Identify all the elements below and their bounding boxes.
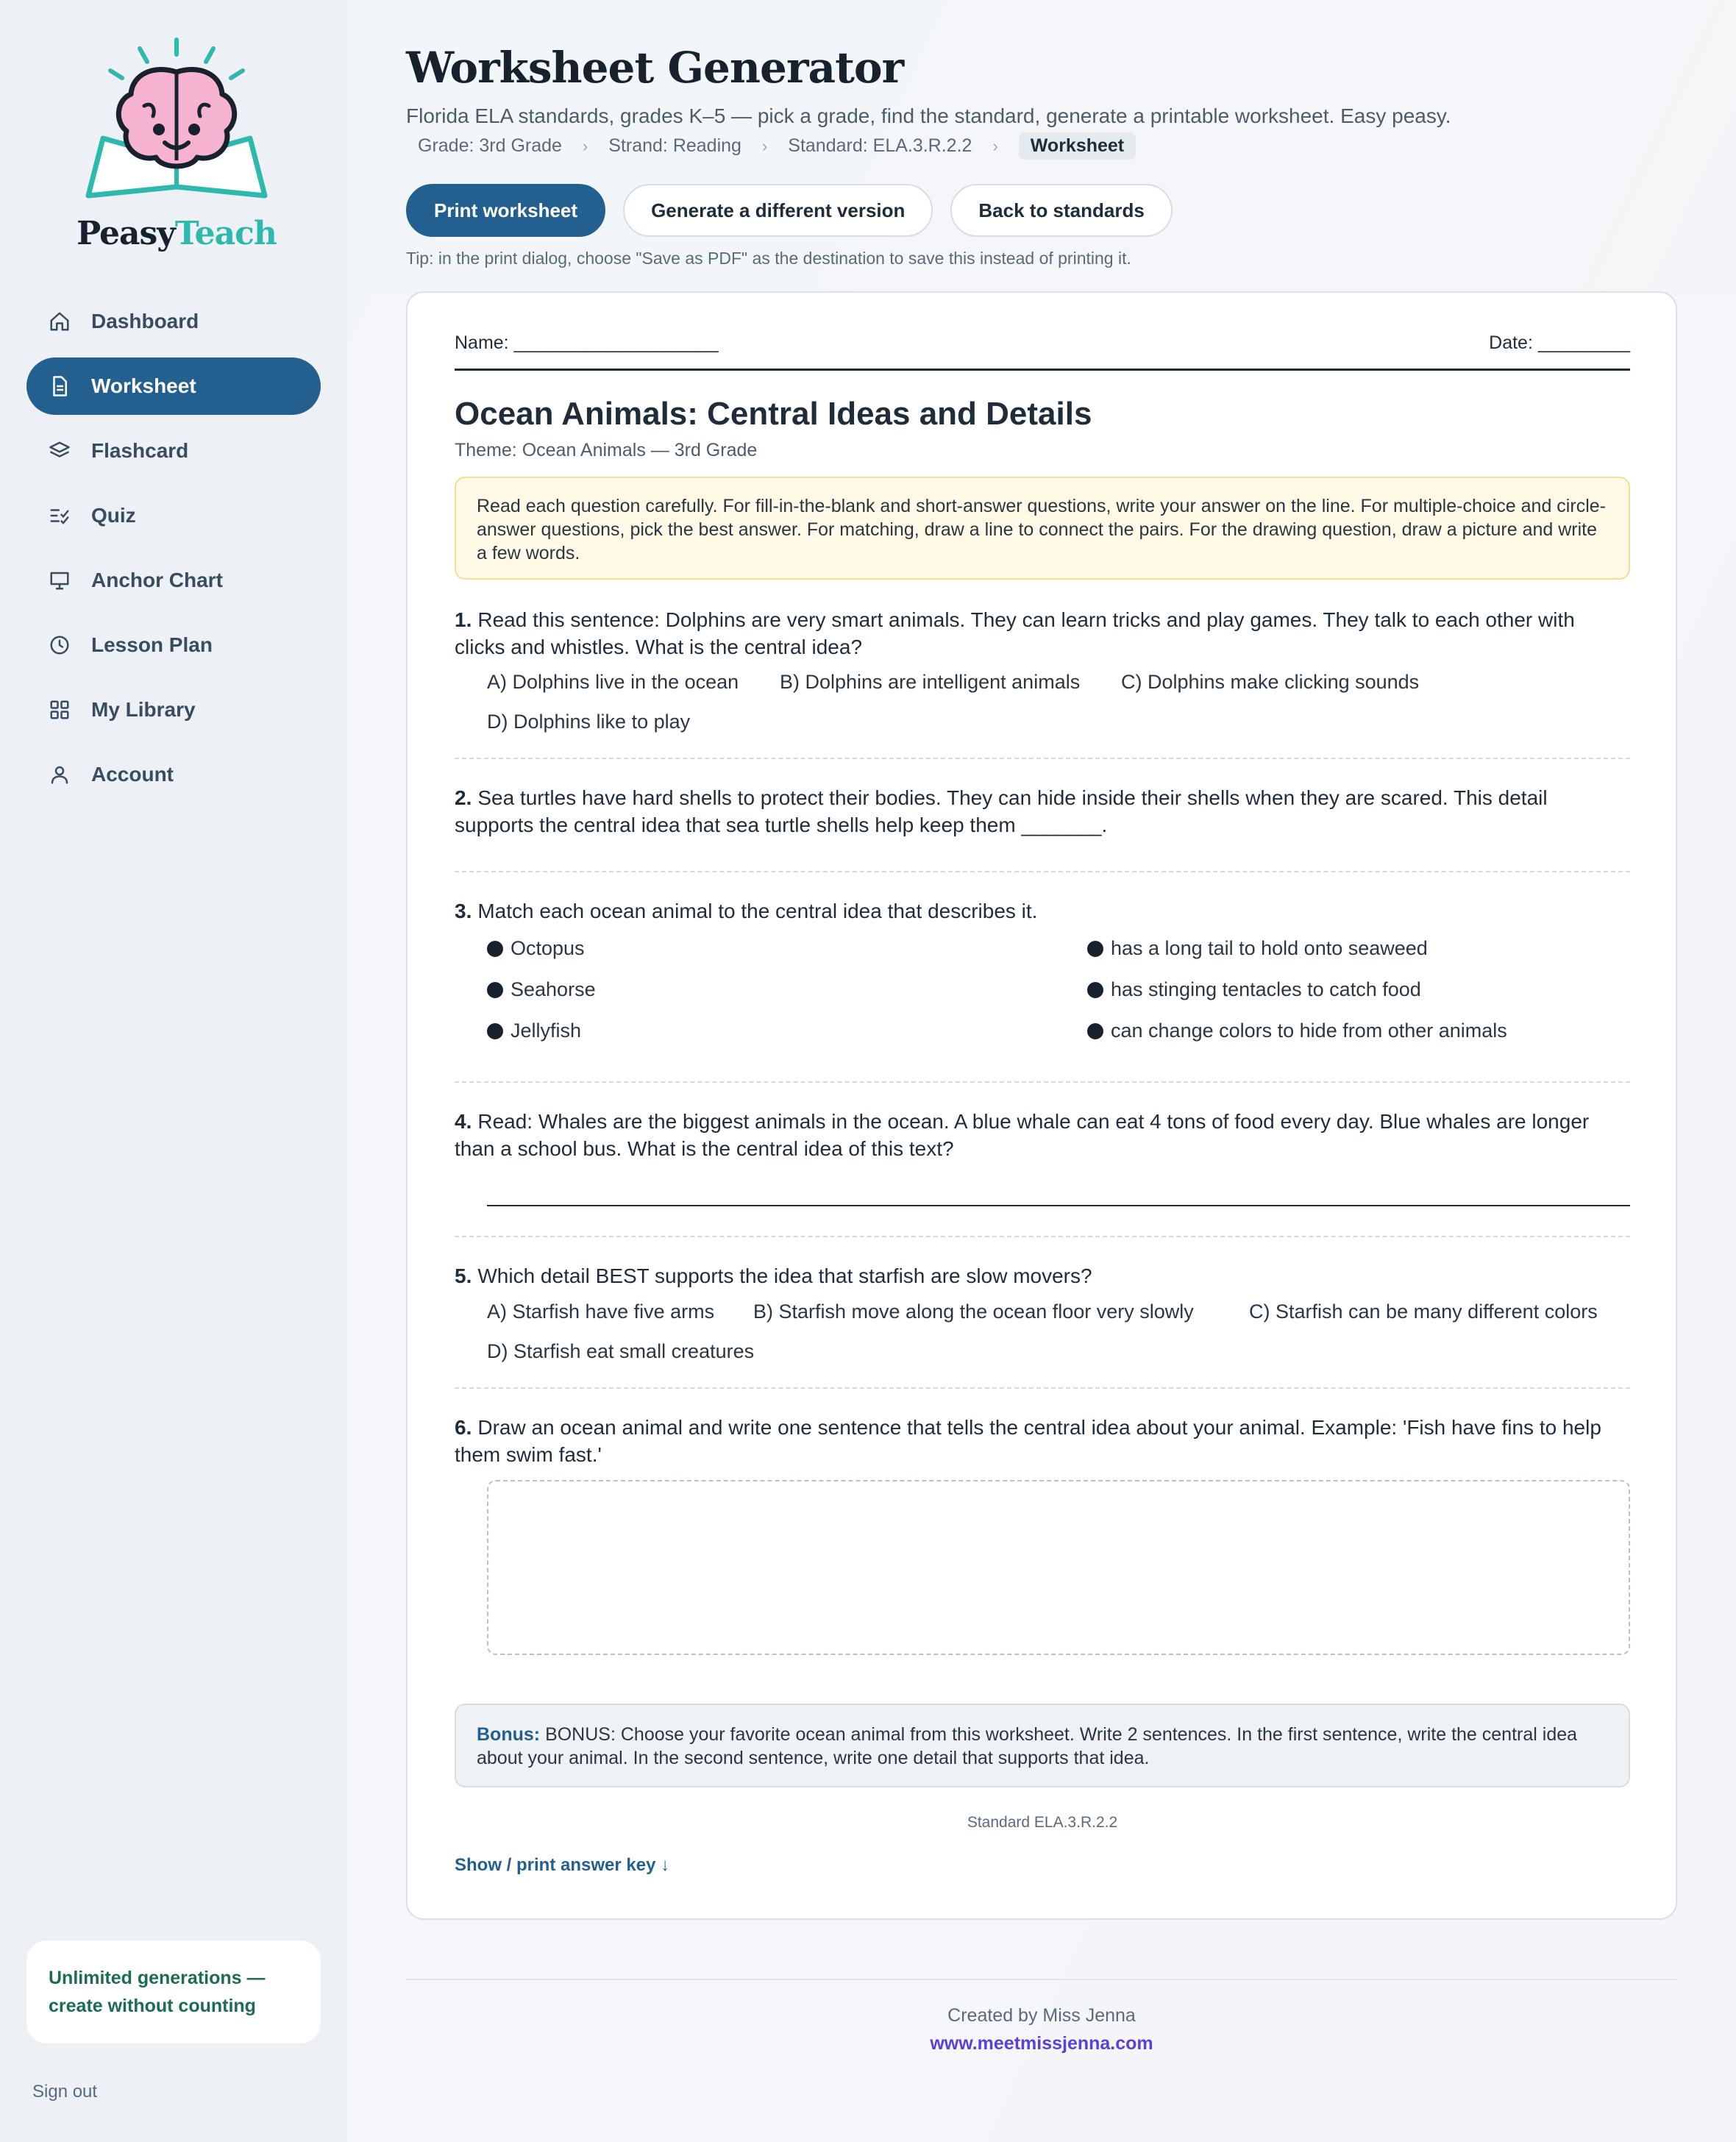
upgrade-promo[interactable]: Unlimited generations — create without counting (26, 1940, 321, 2043)
sidebar-item-dashboard[interactable] (26, 293, 321, 350)
option-d: D) Dolphins like to play (487, 711, 691, 733)
question-number: 3. (455, 900, 472, 922)
breadcrumb-strand[interactable]: Strand: Reading (608, 135, 741, 156)
chevron-right-icon: › (761, 136, 768, 155)
sidebar-item-quiz[interactable] (26, 487, 321, 544)
generate-different-version-button[interactable]: Generate a different version (623, 184, 933, 237)
clock-icon (47, 633, 72, 658)
question-6 (455, 1414, 1630, 1468)
match-label: Octopus (511, 937, 585, 959)
chevron-right-icon: › (582, 136, 588, 155)
sidebar-item-label: Flashcard (91, 439, 189, 462)
breadcrumb (418, 132, 1136, 160)
question-text: Sea turtles have hard shells to protect their bodies. They can hide inside their shells when they are scared. This detail supports the central idea that sea turtle shells help keep them _______. (455, 786, 1548, 836)
sidebar-nav (26, 293, 321, 811)
breadcrumb-standard[interactable]: Standard: ELA.3.R.2.2 (788, 135, 972, 156)
brand-wordmark: PeasyTeach (77, 215, 277, 252)
sidebar (0, 0, 347, 2142)
match-right-item[interactable] (1087, 1020, 1507, 1042)
name-date-row (455, 332, 1630, 371)
bonus-text: BONUS: Choose your favorite ocean animal from this worksheet. Write 2 sentences. In the first sentence, write the central idea about your animal. In the second sentence, write one detail that supports that idea. (477, 1724, 1578, 1768)
question-2 (455, 784, 1630, 839)
back-to-standards-button[interactable]: Back to standards (950, 184, 1172, 237)
match-right-item[interactable] (1087, 978, 1421, 1001)
option-d: D) Starfish eat small creatures (487, 1340, 755, 1362)
name-field-label: Name: ____________________ (455, 332, 719, 353)
question-text: Read this sentence: Dolphins are very smart animals. They can learn tricks and play games. They talk to each other with clicks and whistles. What is the central idea? (455, 608, 1575, 658)
standard-footer: Standard ELA.3.R.2.2 (967, 1814, 1118, 1831)
sidebar-item-label: Account (91, 763, 174, 786)
sign-out-link[interactable]: Sign out (32, 2082, 98, 2102)
question-divider (455, 1236, 1630, 1237)
bullet-dot (1087, 1023, 1103, 1039)
sidebar-item-label: Quiz (91, 504, 136, 527)
question-text: Match each ocean animal to the central idea that describes it. (477, 900, 1038, 922)
question-3 (455, 897, 1630, 925)
drawing-box[interactable] (487, 1480, 1630, 1655)
question-number: 6. (455, 1416, 472, 1439)
sidebar-item-my-library[interactable] (26, 681, 321, 739)
home-icon (47, 309, 72, 334)
match-label: can change colors to hide from other animals (1111, 1020, 1507, 1042)
brain-book-icon (74, 35, 280, 212)
question-text: Which detail BEST supports the idea that starfish are slow movers? (477, 1264, 1092, 1287)
worksheet-card (406, 291, 1677, 1920)
match-left-item[interactable] (487, 937, 585, 960)
sidebar-item-worksheet[interactable] (26, 357, 321, 415)
print-tip: Tip: in the print dialog, choose "Save as PDF" as the destination to save this instead of printing it. (406, 249, 1131, 268)
bonus-label: Bonus: (477, 1724, 541, 1745)
breadcrumb-current: Worksheet (1019, 132, 1136, 160)
match-left-item[interactable] (487, 1020, 581, 1042)
worksheet-theme: Theme: Ocean Animals — 3rd Grade (455, 440, 758, 460)
question-divider (455, 871, 1630, 872)
bullet-dot (487, 941, 503, 957)
option-c: C) Starfish can be many different colors (1249, 1300, 1598, 1323)
sidebar-item-label: Anchor Chart (91, 569, 223, 591)
option-b: B) Dolphins are intelligent animals (780, 671, 1081, 693)
page-subtitle: Florida ELA standards, grades K–5 — pick a grade, find the standard, generate a printable worksheet. Easy peasy. (406, 104, 1451, 127)
question-number: 5. (455, 1264, 472, 1287)
match-label: Seahorse (511, 978, 596, 1000)
question-divider (455, 758, 1630, 759)
worksheet-title: Ocean Animals: Central Ideas and Details (455, 396, 1092, 432)
page-title: Worksheet Generator (406, 43, 904, 93)
chevron-right-icon: › (992, 136, 998, 155)
checklist-icon (47, 503, 72, 528)
sidebar-item-label: Worksheet (91, 374, 196, 397)
match-left-item[interactable] (487, 978, 596, 1001)
match-right-item[interactable] (1087, 937, 1428, 960)
footer-divider (406, 1979, 1677, 1980)
main-content (347, 0, 1736, 2142)
bullet-dot (487, 982, 503, 998)
presentation-icon (47, 568, 72, 593)
question-number: 2. (455, 786, 472, 809)
footer-credit: Created by Miss Jenna (947, 2005, 1136, 2026)
question-5 (455, 1262, 1630, 1289)
match-label: has a long tail to hold onto seaweed (1111, 937, 1428, 959)
sidebar-item-lesson-plan[interactable] (26, 616, 321, 674)
footer-site-link[interactable]: www.meetmissjenna.com (930, 2033, 1153, 2054)
bullet-dot (1087, 982, 1103, 998)
answer-line[interactable] (487, 1205, 1630, 1206)
sidebar-item-flashcard[interactable] (26, 422, 321, 480)
sidebar-item-account[interactable] (26, 746, 321, 803)
layers-icon (47, 438, 72, 463)
bonus-box (455, 1704, 1630, 1787)
sidebar-item-anchor-chart[interactable] (26, 552, 321, 609)
grid-icon (47, 697, 72, 722)
toolbar (406, 184, 1190, 237)
question-divider (455, 1081, 1630, 1083)
option-a: A) Dolphins live in the ocean (487, 671, 739, 693)
print-worksheet-button[interactable]: Print worksheet (406, 184, 605, 237)
match-label: Jellyfish (511, 1020, 582, 1042)
question-text: Read: Whales are the biggest animals in the ocean. A blue whale can eat 4 tons of food every day. Blue whales are longer than a school bus. What is the central idea of this text? (455, 1110, 1590, 1160)
sidebar-item-label: Lesson Plan (91, 633, 213, 656)
match-label: has stinging tentacles to catch food (1111, 978, 1421, 1000)
option-a: A) Starfish have five arms (487, 1300, 715, 1323)
date-field-label: Date: _________ (1489, 332, 1630, 353)
document-icon (47, 374, 72, 399)
option-c: C) Dolphins make clicking sounds (1121, 671, 1420, 693)
question-number: 1. (455, 608, 472, 631)
sidebar-item-label: My Library (91, 698, 196, 721)
user-icon (47, 762, 72, 787)
question-4 (455, 1108, 1630, 1162)
breadcrumb-grade[interactable]: Grade: 3rd Grade (418, 135, 562, 156)
bullet-dot (487, 1023, 503, 1039)
sidebar-item-label: Dashboard (91, 310, 199, 332)
bullet-dot (1087, 941, 1103, 957)
option-b: B) Starfish move along the ocean floor very slowly (753, 1300, 1194, 1323)
brand-logo[interactable] (74, 35, 280, 256)
answer-key-link[interactable]: Show / print answer key ↓ (455, 1855, 670, 1875)
question-number: 4. (455, 1110, 472, 1133)
question-divider (455, 1387, 1630, 1389)
question-1 (455, 606, 1630, 661)
question-text: Draw an ocean animal and write one sentence that tells the central idea about your animal. Example: 'Fish have fins to help them swim fast.' (455, 1416, 1601, 1466)
instructions-box: Read each question carefully. For fill-in-the-blank and short-answer questions, write your answer on the line. For multiple-choice and circle-answer questions, pick the best answer. For matching, draw a line to connect the pairs. For the drawing question, draw a picture and write a few words. (455, 477, 1630, 580)
